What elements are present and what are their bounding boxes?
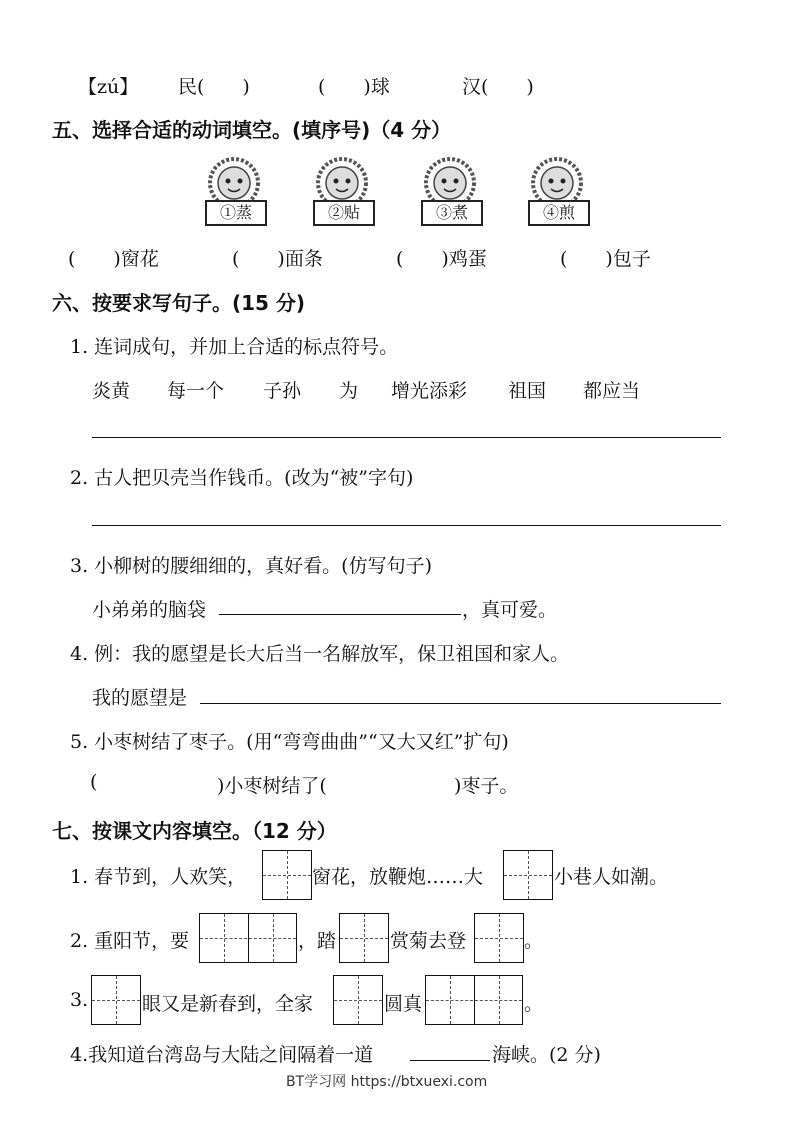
blank-miantiao[interactable]: ( )面条 (232, 248, 323, 270)
verb-card-zhu: ③煮 (421, 200, 483, 226)
lion-card-1 (203, 156, 265, 226)
q5-end: )枣子。 (454, 775, 519, 797)
section-5-title: 五、选择合适的动词填空。(填序号)（4 分） (52, 118, 452, 142)
verb-card-jian: ④煎 (528, 200, 590, 226)
q3-suffix: ，真可爱。 (462, 599, 558, 621)
word-douyingdang: 都应当 (583, 380, 641, 402)
fill-blank-min[interactable]: 民( ) (178, 76, 250, 98)
char-box[interactable] (503, 850, 553, 900)
blank-jidan[interactable]: ( )鸡蛋 (396, 248, 487, 270)
char-box-double[interactable] (425, 975, 523, 1025)
q7-3-d: 。 (524, 993, 544, 1015)
char-box[interactable] (91, 975, 141, 1025)
char-box[interactable] (474, 913, 524, 963)
q7-1-c: 小巷人如潮。 (554, 866, 669, 888)
blank-chuanghua[interactable]: ( )窗花 (68, 248, 159, 270)
question-6-1: 1. 连词成句，并加上合适的标点符号。 (70, 336, 399, 358)
lion-card-2 (311, 156, 373, 226)
word-yanhuang: 炎黄 (92, 380, 131, 402)
q7-2-d: 。 (524, 930, 544, 952)
q7-2-a: 2. 重阳节，要 (70, 930, 190, 952)
answer-line-6-3[interactable] (219, 614, 461, 615)
fill-blank-qiu[interactable]: ( )球 (318, 76, 390, 98)
word-meiyige: 每一个 (167, 380, 225, 402)
question-6-2: 2. 古人把贝壳当作钱币。(改为“被”字句) (70, 467, 414, 489)
q7-1-b: 窗花，放鞭炮……大 (312, 866, 484, 888)
lion-card-3 (419, 156, 481, 226)
word-zuguo: 祖国 (508, 380, 547, 402)
q7-4-a: 4.我知道台湾岛与大陆之间隔着一道 (70, 1044, 374, 1066)
fill-blank-han[interactable]: 汉( ) (462, 76, 534, 98)
q7-3-a: 3. (70, 989, 89, 1011)
q7-2-c: 赏菊去登 (390, 930, 467, 952)
q7-4-b: 海峡。(2 分) (492, 1044, 601, 1066)
footer-watermark: BT学习网 https://btxuexi.com (286, 1074, 488, 1090)
answer-line-6-4[interactable] (200, 703, 721, 704)
q5-open[interactable]: ( (90, 771, 98, 793)
q3-prefix: 小弟弟的脑袋 (92, 599, 207, 621)
question-6-5: 5. 小枣树结了枣子。(用“弯弯曲曲”“又大又红”扩句) (70, 731, 509, 753)
blank-baozi[interactable]: ( )包子 (560, 248, 651, 270)
section-7-title: 七、按课文内容填空。（12 分） (52, 819, 337, 843)
q7-2-b: ，踏 (298, 930, 337, 952)
char-box[interactable] (339, 913, 389, 963)
word-zisun: 子孙 (263, 380, 302, 402)
q7-1-a: 1. 春节到，人欢笑， (70, 866, 247, 888)
question-6-4: 4. 例：我的愿望是长大后当一名解放军，保卫祖国和家人。 (70, 643, 570, 665)
q7-3-c: 圆真 (384, 993, 423, 1015)
section-6-title: 六、按要求写句子。(15 分) (52, 291, 306, 315)
char-box[interactable] (262, 850, 312, 900)
answer-line-7-4[interactable] (410, 1060, 490, 1061)
verb-card-tie: ②贴 (313, 200, 375, 226)
pinyin-label: 【zú】 (78, 76, 139, 98)
question-6-3: 3. 小柳树的腰细细的，真好看。(仿写句子) (70, 555, 432, 577)
char-box[interactable] (333, 975, 383, 1025)
word-wei: 为 (339, 380, 359, 402)
verb-card-zheng: ①蒸 (205, 200, 267, 226)
word-zengguang: 增光添彩 (391, 380, 468, 402)
q7-3-b: 眼又是新春到，全家 (142, 993, 314, 1015)
answer-line-6-2[interactable] (92, 525, 721, 526)
q4-prefix: 我的愿望是 (92, 687, 188, 709)
char-box-double[interactable] (199, 913, 297, 963)
lion-card-4 (526, 156, 588, 226)
answer-line-6-1[interactable] (92, 437, 721, 438)
q5-middle[interactable]: )小枣树结了( (217, 775, 327, 797)
